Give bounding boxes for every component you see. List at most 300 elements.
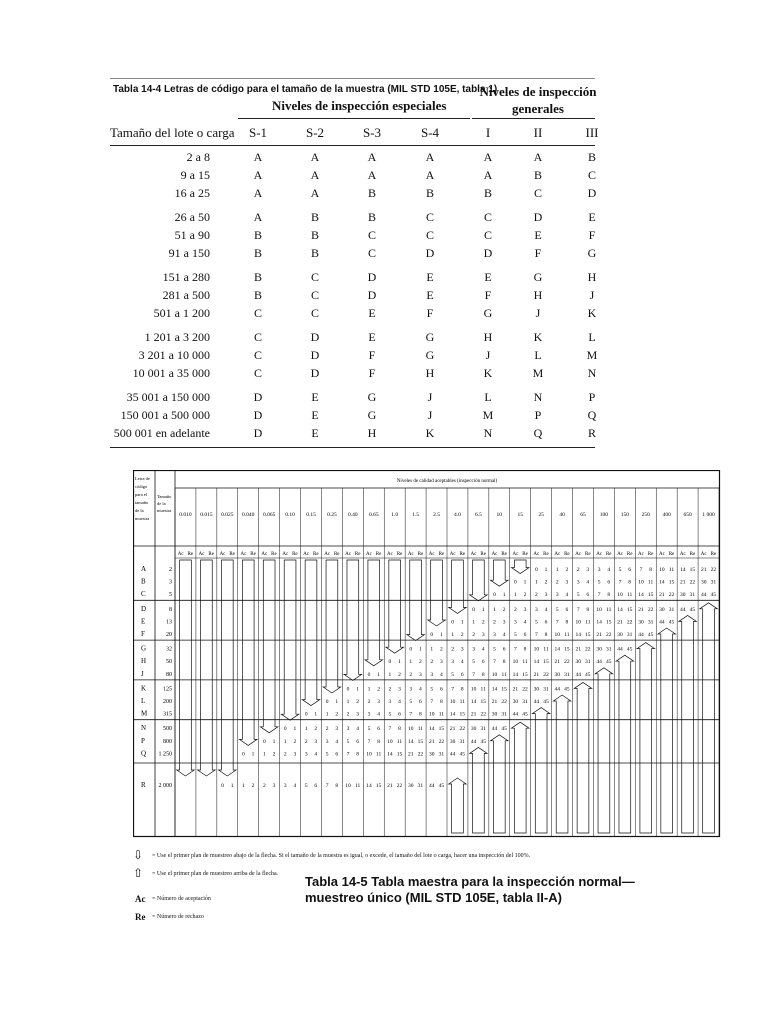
ac-value: 2 [430,659,434,666]
re-value: 22 [564,659,570,666]
aql-value-20: 100 [599,512,609,518]
re-value: 1 [293,726,297,733]
re-value: 6 [335,751,339,758]
re-value: 4 [335,738,339,745]
re-value: 4 [460,659,464,666]
ac-value: 14 [638,592,644,599]
re-value: 3 [398,686,401,693]
ac-value: 2 [304,738,308,745]
lot-size-cell: 35 001 a 150 000 [126,390,210,404]
code-letter-cell: D [425,246,435,260]
re-value: 1 [502,592,506,599]
size-label-line: de la [157,501,166,506]
re-value: 31 [689,592,696,599]
code-letter: E [141,617,146,626]
re-value: 11 [564,632,570,638]
re-value: 31 [501,711,507,718]
code-letter-cell: D [367,288,377,302]
re-value: 4 [544,606,548,613]
re-value: 22 [710,567,717,573]
re-value: 4 [419,686,422,693]
code-letter: R [141,781,146,789]
re-value: 15 [543,659,549,666]
arrow-up-icon: ⇧ [133,866,144,880]
code-letter-cell: B [310,210,319,224]
re-value: 1 [544,567,548,573]
code-letter-cell: J [485,348,491,362]
ac-value: 44 [428,783,435,789]
code-letter-cell: A [310,186,320,200]
arrow-down-icon [449,560,467,613]
code-letter-cell: F [426,306,434,320]
ac-label: Ac [428,552,435,557]
re-value: 15 [396,751,403,758]
re-value: 8 [628,579,632,586]
ac-value: 10 [408,726,414,733]
ac-value: 10 [345,783,351,789]
ac-label: Ac [386,552,393,557]
ac-label: Ac [177,552,184,557]
re-value: 11 [585,619,591,626]
ac-value: 3 [555,592,559,599]
re-value: 2 [544,579,548,586]
column-header-s-3: S-3 [362,125,382,140]
re-value: 1 [481,606,485,613]
re-value: 8 [649,567,652,573]
aql-value-23: 400 [662,512,671,518]
re-value: 15 [585,632,591,638]
re-label: Re [647,552,654,557]
ac-label: Ac [470,552,477,557]
ac-value: 5 [325,751,329,758]
ac-value: 44 [554,686,561,693]
ac-value: 0 [534,567,538,573]
code-letter-cell: G [483,306,493,320]
re-label: Re [292,552,298,557]
code-letter-cell: B [483,186,492,200]
code-letter-cell: D [367,270,377,284]
ac-value: 5 [367,726,371,733]
re-value: 45 [438,783,445,789]
re-value: 2 [398,671,401,678]
re-value: 45 [626,646,633,653]
re-value: 8 [335,783,339,789]
ac-value: 21 [470,711,477,718]
sample-size: 2 [169,567,172,573]
re-value: 22 [396,783,403,789]
re-value: 8 [356,751,360,758]
code-letter-cell: F [484,288,492,302]
ac-value: 14 [659,579,665,586]
sample-size: 500 [163,726,172,733]
re-value: 6 [398,711,401,718]
ac-value: 7 [325,783,329,789]
re-value: 2 [565,567,569,573]
ac-value: 10 [449,699,456,705]
arrow-down-icon [219,560,237,776]
re-value: 1 [439,632,443,638]
re-value: 8 [377,738,380,745]
re-value: 11 [355,783,361,789]
code-letter-cell: M [586,348,598,362]
code-letter-cell: C [483,210,492,224]
re-value: 4 [523,619,527,626]
ac-value: 2 [325,726,329,733]
ac-value: 2 [576,567,580,573]
ac-value: 30 [449,738,456,745]
re-label: Re [396,552,403,557]
re-label: Re [522,552,528,557]
re-label: Re [626,552,633,557]
aql-value-6: 0.15 [306,512,316,518]
re-value: 11 [417,726,424,733]
re-value: 1 [460,619,464,626]
sample-size: 8 [169,606,172,613]
arrow-down-icon [511,560,529,574]
ac-label: Ac [638,552,644,557]
re-value: 4 [439,671,443,678]
table2-caption-line1: Tabla 14-5 Tabla maestra para la inspección normal— [305,874,635,889]
re-value: 15 [501,686,507,693]
lot-size-cell: 281 a 500 [162,288,210,302]
ac-value: 2 [346,711,350,718]
re-value: 22 [543,671,549,678]
arrow-down-icon [177,560,195,776]
ac-value: 1 [534,579,538,586]
code-letter: F [141,630,145,638]
re-value: 11 [606,606,612,613]
ac-value: 0 [409,646,413,653]
aql-value-2: 0.025 [221,512,234,518]
re-label: Re [333,552,340,557]
code-letter-cell: N [533,390,543,404]
ac-value: 0 [304,711,308,718]
code-letter: L [141,697,146,705]
ac-value: 14 [533,659,540,666]
re-value: 15 [564,646,570,653]
arrow-up-icon [700,603,718,833]
ac-value: 1 [304,726,308,733]
re-value: 6 [356,738,360,745]
code-letter: M [141,709,148,718]
re-value: 2 [419,659,422,666]
re-value: 11 [543,646,549,653]
legend-ac-text: = Número de aceptación [152,896,211,902]
sample-size: 125 [163,686,172,693]
code-letter-cell: C [425,210,434,224]
sample-size: 3 [169,579,172,586]
ac-value: 44 [700,592,707,599]
sample-size: 315 [163,711,172,718]
code-letter-cell: C [367,228,376,242]
ac-label: Ac [700,552,707,557]
code-letter-cell: C [253,306,262,320]
ac-value: 1 [430,646,434,653]
aql-value-5: 0.10 [285,512,295,518]
general-underline [472,118,595,119]
code-letter-cell: C [253,330,262,344]
ac-value: 1 [325,711,329,718]
ac-value: 2 [534,592,538,599]
ac-value: 3 [451,659,455,666]
code-letter-cell: B [310,228,319,242]
re-label: Re [605,552,612,557]
code-letter-cell: D [253,408,263,422]
code-letter: K [141,684,147,693]
re-value: 22 [647,606,654,613]
lot-size-cell: 3 201 a 10 000 [138,348,210,362]
lot-size-cell: 16 a 25 [174,186,210,200]
re-value: 45 [668,619,675,626]
arrow-up-icon [595,668,613,833]
ac-value: 21 [512,686,519,693]
lot-size-cell: 26 a 50 [174,210,210,224]
re-value: 22 [438,738,445,745]
aql-value-22: 250 [641,512,650,518]
code-letter-cell: N [587,366,597,380]
column-header-i: I [485,125,491,140]
legend-down-text: = Use el primer plan de muestreo abajo de la flecha. Si el tamaño de la muestra es igual, o excede, el tamaño del lote o carga, hacer una inspección del 100%. [152,853,531,859]
re-value: 4 [377,711,380,718]
code-letter: A [141,565,147,573]
code-letter-cell: C [310,270,319,284]
aql-value-18: 40 [559,512,565,518]
code-letter-cell: A [310,150,320,164]
re-value: 1 [314,711,318,718]
re-value: 15 [647,592,654,599]
table1-top-rule [110,78,595,79]
aql-header: Niveles de calidad aceptables (inspección normal) [396,479,498,484]
re-label: Re [543,552,549,557]
ac-value: 21 [659,592,665,599]
re-value: 15 [522,671,528,678]
ac-label: Ac [679,552,686,557]
ac-value: 44 [449,751,456,758]
code-letter-cell: G [367,390,377,404]
re-value: 8 [523,646,527,653]
ac-label: Ac [240,552,247,557]
re-value: 2 [502,606,506,613]
column-header-s-4: S-4 [420,125,440,140]
arrow-up-icon [511,722,529,833]
size-label-line: muestra [157,508,172,513]
re-value: 8 [419,711,422,718]
re-value: 4 [314,751,318,758]
general-header-line2: generales [512,101,564,116]
ac-label: Ac [512,552,519,557]
re-value: 3 [502,619,506,626]
ac-value: 1 [472,619,475,626]
re-value: 8 [460,686,464,693]
re-value: 6 [377,726,380,733]
column-header-ii: II [533,125,543,140]
lot-size-cell: 501 a 1 200 [153,306,210,320]
code-letter-cell: D [310,348,320,362]
ac-value: 30 [680,592,686,599]
re-value: 11 [627,592,633,599]
ac-value: 5 [597,579,601,586]
ac-value: 2 [283,751,287,758]
code-letter-cell: B [533,168,542,182]
ac-value: 1 [409,659,413,666]
ac-value: 30 [470,726,477,733]
ac-value: 5 [493,646,496,653]
ac-value: 7 [597,592,601,599]
ac-value: 21 [700,567,707,573]
ac-value: 10 [575,619,581,626]
re-value: 8 [586,606,590,613]
re-value: 11 [459,699,465,705]
re-value: 1 [398,659,401,666]
ac-value: 3 [514,619,517,626]
re-value: 15 [459,711,466,718]
aql-value-17: 25 [538,512,544,518]
re-value: 11 [396,738,403,745]
re-value: 1 [230,783,234,789]
code-letter-cell: F [588,228,596,242]
ac-value: 14 [491,686,498,693]
ac-value: 30 [491,711,498,718]
re-value: 3 [419,671,422,678]
ac-value: 1 [555,567,559,573]
code-letter-cell: B [310,246,319,260]
code-letter-cell: H [367,426,377,440]
ac-value: 0 [430,632,434,638]
ac-value: 44 [659,619,665,626]
sample-size: 200 [163,699,172,705]
arrow-down-icon [470,560,488,601]
code-letter: D [141,604,147,613]
ac-value: 0 [262,738,266,745]
ac-value: 5 [451,671,455,678]
re-value: 2 [251,783,255,789]
corner-label-line: Letra de [135,476,150,481]
re-value: 45 [710,592,717,599]
corner-label-line: para el [135,492,148,497]
lot-size-cell: 500 001 en adelante [113,426,210,440]
code-letter-cell: A [533,150,543,164]
ac-value: 44 [596,659,602,666]
re-label: Re [250,552,256,557]
ac-value: 5 [304,783,308,789]
re-value: 2 [439,646,443,653]
ac-label: Ac [533,552,540,557]
re-value: 15 [375,783,382,789]
re-value: 22 [501,699,507,705]
ac-value: 10 [428,711,435,718]
re-value: 8 [439,699,443,705]
ac-value: 7 [451,686,455,693]
re-value: 4 [502,632,506,638]
re-value: 11 [438,711,444,718]
code-letter: N [141,724,147,733]
re-value: 3 [586,567,590,573]
corner-label-line: tamaño [135,500,149,505]
code-letter-cell: D [310,330,320,344]
ac-value: 7 [409,711,413,718]
re-value: 3 [314,738,318,745]
code-letter-cell: E [311,426,319,440]
re-value: 2 [523,592,527,599]
ac-value: 30 [659,606,665,613]
code-letter-cell: J [589,288,595,302]
re-value: 2 [293,738,297,745]
code-letter-cell: L [484,390,492,404]
lot-size-cell: 91 a 150 [168,246,210,260]
re-value: 22 [417,751,424,758]
ac-value: 2 [451,646,455,653]
arrow-up-icon [470,747,488,833]
re-label: Re [668,552,675,557]
ac-value: 2 [555,579,559,586]
ac-value: 2 [514,606,517,613]
ac-value: 44 [512,711,519,718]
aql-value-9: 0.65 [368,512,379,518]
code-letter-cell: C [587,168,596,182]
code-letter-cell: G [425,330,435,344]
ac-value: 10 [533,646,540,653]
code-letter-cell: H [425,366,435,380]
aql-value-4: 0.065 [262,512,276,518]
code-letter-cell: A [483,150,493,164]
aql-value-14: 6.5 [474,512,482,518]
ac-label: Ac [596,552,603,557]
sample-size: 800 [163,738,172,745]
ac-label: Ac [261,552,268,557]
sample-size: 50 [166,659,172,666]
code-letter-cell: K [533,330,543,344]
ac-label: Ac [617,552,623,557]
ac-value: 2 [472,632,475,638]
code-letter-cell: A [425,168,435,182]
re-value: 3 [544,592,548,599]
ac-value: 30 [512,699,519,705]
re-value: 45 [585,671,591,678]
column-header-s-1: S-1 [248,125,268,140]
table1-header-rule [110,145,595,146]
re-value: 6 [439,686,443,693]
arrow-down-icon [365,560,383,666]
column-header-s-2: S-2 [305,125,325,140]
ac-value: 44 [638,632,644,638]
code-letter-cell: A [253,150,263,164]
ac-value: 30 [533,686,540,693]
ac-value: 21 [387,783,393,789]
aql-value-15: 10 [496,512,503,518]
re-value: 31 [668,606,675,613]
sample-size: 13 [166,619,172,626]
re-value: 31 [459,738,466,745]
re-value: 4 [293,783,297,789]
ac-value: 10 [617,592,623,599]
re-value: 8 [544,632,548,638]
code-letter-cell: D [587,186,597,200]
arrow-up-icon [532,708,550,833]
ac-value: 2 [367,699,371,705]
arrow-down-icon [344,560,362,680]
re-value: 31 [438,751,445,758]
ac-value: 10 [596,606,602,613]
special-underline [238,118,470,119]
ac-value: 7 [346,751,350,758]
ac-value: 0 [472,606,475,613]
re-value: 2 [272,751,276,758]
code-letter-cell: J [427,408,433,422]
code-letter-cell: B [587,150,596,164]
legend-ac-symbol: Ac [135,894,146,904]
code-letter-cell: G [425,348,435,362]
ac-value: 0 [325,699,329,705]
